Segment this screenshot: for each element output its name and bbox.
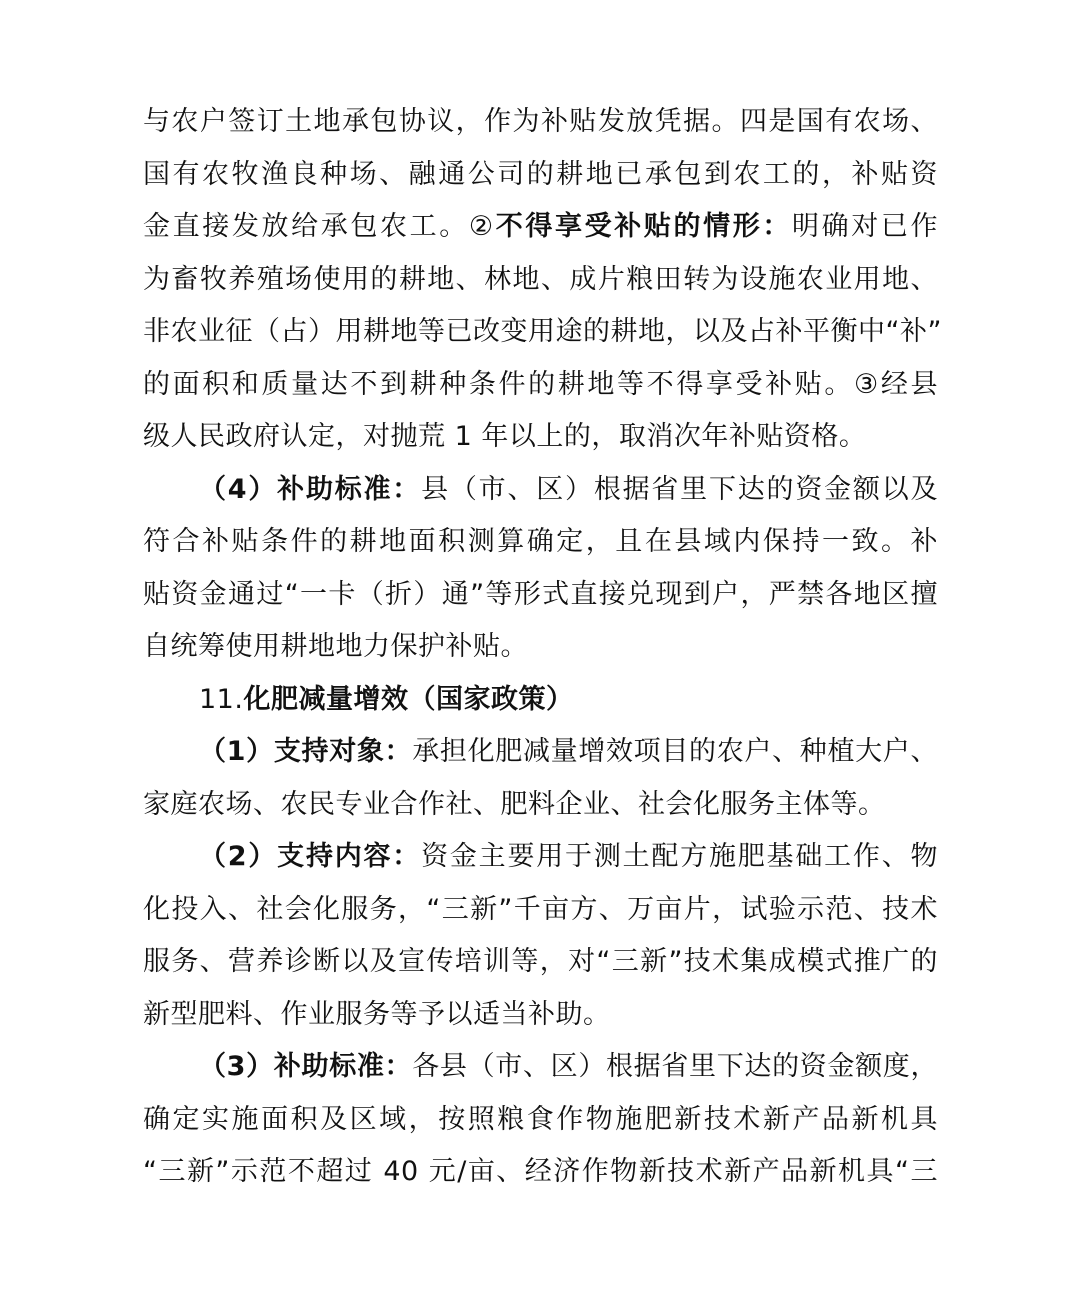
- text-line: 非农业征（占）用耕地等已改变用途的耕地，以及占补平衡中“补”: [143, 316, 942, 347]
- text-line: 国有农牧渔良种场、融通公司的耕地已承包到农工的，补贴资: [143, 158, 938, 190]
- paragraph-subsidy-standard-2: [143, 1041, 938, 1199]
- text-line: [143, 1041, 938, 1094]
- text-line: [143, 831, 938, 884]
- section-label: （4）补助标准：: [199, 473, 422, 505]
- text-line: 的面积和质量达不到耕种条件的耕地等不得享受补贴。③经县: [143, 368, 938, 400]
- text-line: 符合补贴条件的耕地面积测算确定，且在县域内保持一致。补: [143, 526, 938, 557]
- section-heading: [143, 674, 938, 727]
- text-line: 服务、营养诊断以及宣传培训等，对“三新”技术集成模式推广的: [143, 946, 938, 977]
- paragraph-support-targets: [143, 726, 938, 831]
- paragraph-subsidy-standard: [143, 464, 938, 674]
- text-line: 与农户签订土地承包协议，作为补贴发放凭据。四是国有农场、: [143, 106, 938, 137]
- text-line: [143, 201, 938, 254]
- text-line: 新型肥料、作业服务等予以适当补助。: [143, 998, 611, 1030]
- section-label: （3）补助标准：: [199, 1051, 413, 1082]
- text-line: 家庭农场、农民专业合作社、肥料企业、社会化服务主体等。: [143, 788, 886, 820]
- text-line: [143, 726, 938, 779]
- heading-number: 11.: [199, 683, 244, 715]
- text-span: 明确对已作: [792, 211, 939, 242]
- text-span: 金直接发放给承包农工。②: [143, 211, 496, 242]
- text-line: 级人民政府认定，对抛荒 1 年以上的，取消次年补贴资格。: [143, 421, 867, 452]
- text-span: 各县（市、区）根据省里下达的资金额度，: [412, 1051, 938, 1082]
- section-label: （1）支持对象：: [199, 736, 413, 767]
- text-line: “三新”示范不超过 40 元/亩、经济作物新技术新产品新机具“三: [143, 1156, 938, 1187]
- text-span: 承担化肥减量增效项目的农户、种植大户、: [412, 736, 938, 767]
- text-line: 确定实施面积及区域，按照粮食作物施肥新技术新产品新机具: [143, 1103, 938, 1135]
- paragraph-support-content: [143, 831, 938, 1041]
- bold-label: 不得享受补贴的情形：: [495, 211, 792, 242]
- text-line: [143, 464, 938, 517]
- text-line: 自统筹使用耕地地力保护补贴。: [143, 631, 528, 662]
- heading-title: 化肥减量增效（国家政策）: [243, 683, 574, 715]
- paragraph-eligibility: [143, 96, 942, 464]
- text-line: 化投入、社会化服务，“三新”千亩方、万亩片，试验示范、技术: [143, 893, 938, 925]
- section-label: （2）支持内容：: [199, 841, 422, 872]
- text-span: 资金主要用于测土配方施肥基础工作、物: [421, 841, 938, 872]
- text-line: 为畜牧养殖场使用的耕地、林地、成片粮田转为设施农业用地、: [143, 263, 938, 295]
- text-line: 贴资金通过“一卡（折）通”等形式直接兑现到户，严禁各地区擅: [143, 578, 938, 610]
- text-span: 县（市、区）根据省里下达的资金额以及: [421, 473, 938, 505]
